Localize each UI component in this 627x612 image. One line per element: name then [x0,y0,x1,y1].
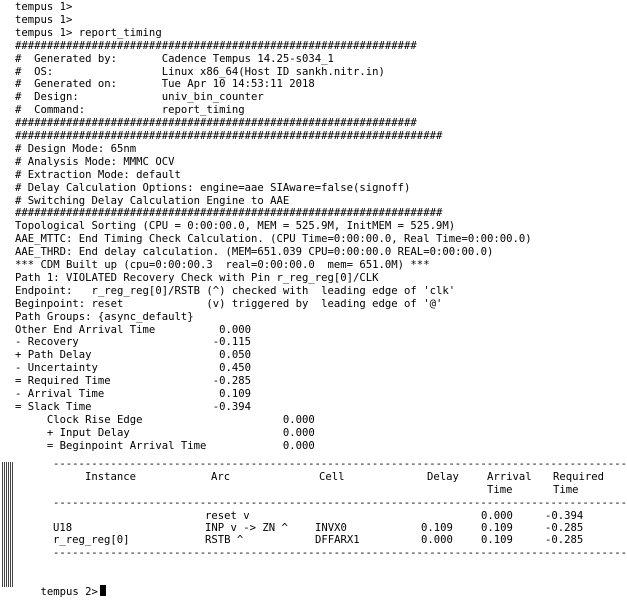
terminal-line: ################################################################### [15,130,443,142]
terminal-line: # Design: univ_bin_counter [15,91,264,104]
header-arc: Arc [211,471,231,483]
row-required: -0.285 [545,534,584,546]
header-instance: Instance [85,471,137,483]
terminal-line: + Input Delay 0.000 [15,426,315,439]
terminal-line: Clock Rise Edge 0.000 [15,413,315,426]
row-delay: 0.109 [421,522,453,534]
row-cell: INVX0 [315,522,347,534]
terminal-line: # Analysis Mode: MMMC OCV [15,155,175,168]
terminal-line: # Switching Delay Calculation Engine to AAE [15,194,290,207]
terminal-line: = Required Time -0.285 [15,375,251,388]
header-arrival-time: Time [487,484,513,496]
table-separator-mid: ------------------------------------------------------------------------------------------ [53,497,627,509]
row-arrival: 0.109 [481,534,513,546]
left-gutter [0,0,15,587]
terminal-line: AAE_THRD: End delay calculation. (MEM=651.039 CPU=0:00:00.0 REAL=0:00:00.0) [15,246,494,259]
header-cell: Cell [319,471,345,483]
row-instance: U18 [53,522,73,534]
table-separator-bottom: ------------------------------------------------------------------------------------------ [53,547,627,559]
terminal-line: = Beginpoint Arrival Time 0.000 [15,439,315,452]
row-arc: RSTB ^ [205,534,244,546]
terminal-line: Endpoint: r_reg_reg[0]/RSTB (^) checked with leading edge of 'clk' [15,284,456,297]
terminal-line: *** CDM Built up (cpu=0:00:00.3 real=0:00:00.0 mem= 651.0M) *** [15,259,430,271]
row-arc: INP v -> ZN ^ [205,522,288,534]
row-required: -0.394 [545,510,584,522]
header-required: Required [553,471,605,483]
prompt-text: tempus 2> [40,586,98,598]
scrollbar-texture [2,462,13,587]
header-delay: Delay [427,471,459,483]
table-separator-top: ------------------------------------------------------------------------------------------ [53,458,627,470]
terminal-line: Other End Arrival Time 0.000 [15,323,251,336]
terminal-line: ############################################################### [15,39,417,52]
row-cell: DFFARX1 [315,534,360,546]
terminal-line: tempus 1> [15,13,73,26]
row-arc: reset v [205,510,250,522]
terminal-output[interactable] [15,0,627,598]
terminal-line: Path 1: VIOLATED Recovery Check with Pin r_reg_reg[0]/CLK [15,271,379,284]
terminal-line: # OS: Linux x86_64(Host ID sankh.nitr.in) [15,65,385,78]
header-required-time: Time [553,484,579,496]
terminal-line: # Generated by: Cadence Tempus 14.25-s034_1 [15,52,334,65]
text-cursor [100,585,106,596]
terminal-line: = Slack Time -0.394 [15,400,251,413]
row-arrival: 0.109 [481,522,513,534]
terminal-line: tempus 1> [15,1,73,13]
terminal-line: # Design Mode: 65nm [15,142,137,155]
terminal-line: ################################################################### [15,207,443,220]
row-arrival: 0.000 [481,510,513,522]
header-arrival: Arrival [487,471,532,483]
terminal-line: ############################################################### [15,117,417,130]
terminal-line: + Path Delay 0.050 [15,349,251,362]
terminal-line: AAE_MTTC: End Timing Check Calculation. (CPU Time=0:00:00.0, Real Time=0:00:00.0) [15,233,532,246]
terminal-line: - Recovery -0.115 [15,336,251,349]
terminal-line: - Arrival Time 0.109 [15,388,251,400]
terminal-line: # Extraction Mode: default [15,168,181,181]
terminal-line: # Delay Calculation Options: engine=aae SIAware=false(signoff) [15,181,411,194]
terminal-line: Topological Sorting (CPU = 0:00:00.0, MEM = 525.9M, InitMEM = 525.9M) [15,220,456,233]
terminal-line: - Uncertainty 0.450 [15,362,251,375]
command-prompt[interactable] [15,572,106,598]
terminal-line: tempus 1> report_timing [15,26,162,39]
row-instance: r_reg_reg[0] [53,534,130,546]
terminal-line: Path Groups: {async_default} [15,310,194,323]
terminal-line: # Command: report_timing [15,104,245,117]
terminal-line: Beginpoint: reset (v) triggered by leading edge of '@' [15,297,443,310]
terminal-line: # Generated on: Tue Apr 10 14:53:11 2018 [15,78,315,91]
row-delay: 0.000 [421,534,453,546]
row-required: -0.285 [545,522,584,534]
